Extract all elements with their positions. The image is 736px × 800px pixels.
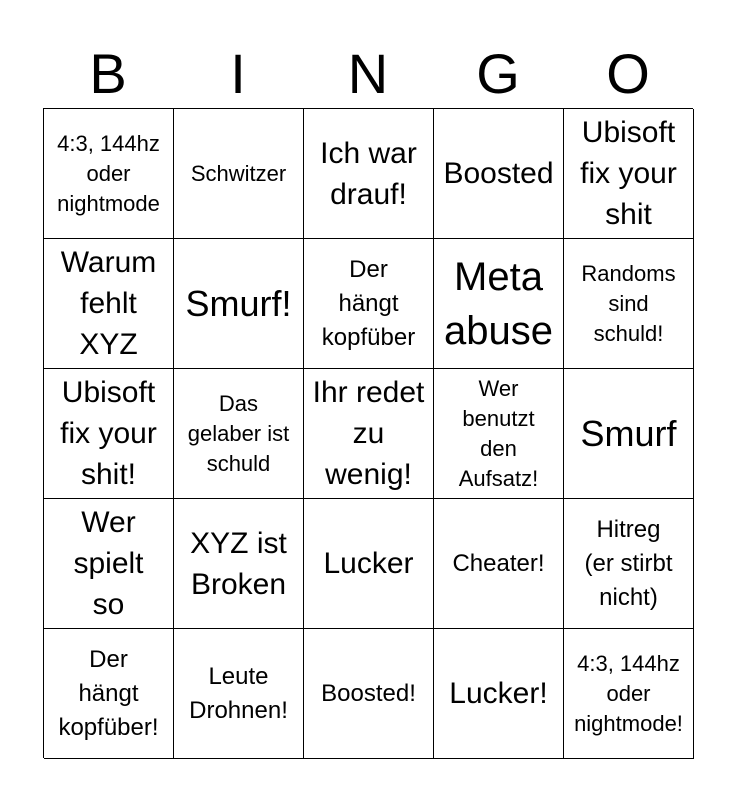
bingo-cell[interactable] — [304, 109, 434, 239]
bingo-cell[interactable] — [434, 499, 564, 629]
cell-label: Cheater! — [452, 549, 545, 577]
cell-label: Das gelaber ist schuld — [187, 390, 290, 476]
header-letter-g: G — [476, 42, 520, 105]
cell-label: Schwitzer — [190, 160, 287, 186]
cell-label: Smurf — [580, 412, 677, 454]
bingo-cell[interactable] — [44, 629, 174, 759]
cell-label: Boosted! — [321, 679, 416, 707]
cell-label: Boosted — [443, 157, 554, 190]
header-letter-n: N — [347, 42, 389, 105]
bingo-cell[interactable] — [44, 109, 174, 239]
bingo-cell[interactable] — [564, 239, 694, 369]
bingo-board — [43, 108, 693, 758]
bingo-cell[interactable] — [174, 239, 304, 369]
cell-label: Leute Drohnen! — [189, 662, 288, 724]
cell-label: Ubisoft fix your shit! — [60, 376, 157, 491]
bingo-cell[interactable] — [564, 629, 694, 759]
bingo-cell[interactable] — [174, 499, 304, 629]
cell-label: Meta abuse — [444, 254, 553, 353]
bingo-cell[interactable] — [44, 239, 174, 369]
bingo-cell[interactable] — [564, 109, 694, 239]
cell-label: Wer spielt so — [73, 506, 144, 621]
bingo-cell[interactable] — [564, 369, 694, 499]
bingo-cell[interactable] — [44, 369, 174, 499]
bingo-cell[interactable] — [174, 369, 304, 499]
cell-label: 4:3, 144hz oder nightmode! — [574, 650, 683, 736]
header-letter-i: I — [230, 42, 246, 105]
bingo-cell[interactable] — [174, 629, 304, 759]
header-letter-o: O — [606, 42, 650, 105]
bingo-cell[interactable] — [174, 109, 304, 239]
bingo-cell[interactable] — [564, 499, 694, 629]
bingo-cell[interactable] — [434, 629, 564, 759]
bingo-cell[interactable] — [434, 239, 564, 369]
cell-label: Hitreg (er stirbt nicht) — [584, 515, 673, 611]
cell-label: Lucker! — [449, 677, 548, 710]
bingo-cell[interactable] — [434, 109, 564, 239]
header-letter-b: B — [89, 42, 127, 105]
cell-label: Randoms sind schuld! — [581, 260, 676, 346]
bingo-cell[interactable] — [304, 239, 434, 369]
cell-label: 4:3, 144hz oder nightmode — [57, 130, 160, 216]
cell-label: XYZ ist Broken — [190, 526, 287, 601]
cell-label: Wer benutzt den Aufsatz! — [458, 375, 539, 491]
bingo-header — [43, 40, 693, 108]
cell-label: Warum fehlt XYZ — [60, 246, 157, 361]
bingo-cell[interactable] — [434, 369, 564, 499]
cell-label: Smurf! — [185, 282, 292, 324]
cell-label: Der hängt kopfüber — [321, 255, 416, 351]
cell-label: Lucker — [323, 547, 414, 580]
cell-label: Ich war drauf! — [320, 136, 417, 211]
bingo-cell[interactable] — [304, 629, 434, 759]
bingo-cell[interactable] — [304, 499, 434, 629]
bingo-cell[interactable] — [44, 499, 174, 629]
cell-label: Ihr redet zu wenig! — [312, 376, 425, 491]
cell-label: Ubisoft fix your shit — [580, 116, 677, 231]
bingo-cell[interactable] — [304, 369, 434, 499]
cell-label: Der hängt kopfüber! — [58, 645, 159, 741]
